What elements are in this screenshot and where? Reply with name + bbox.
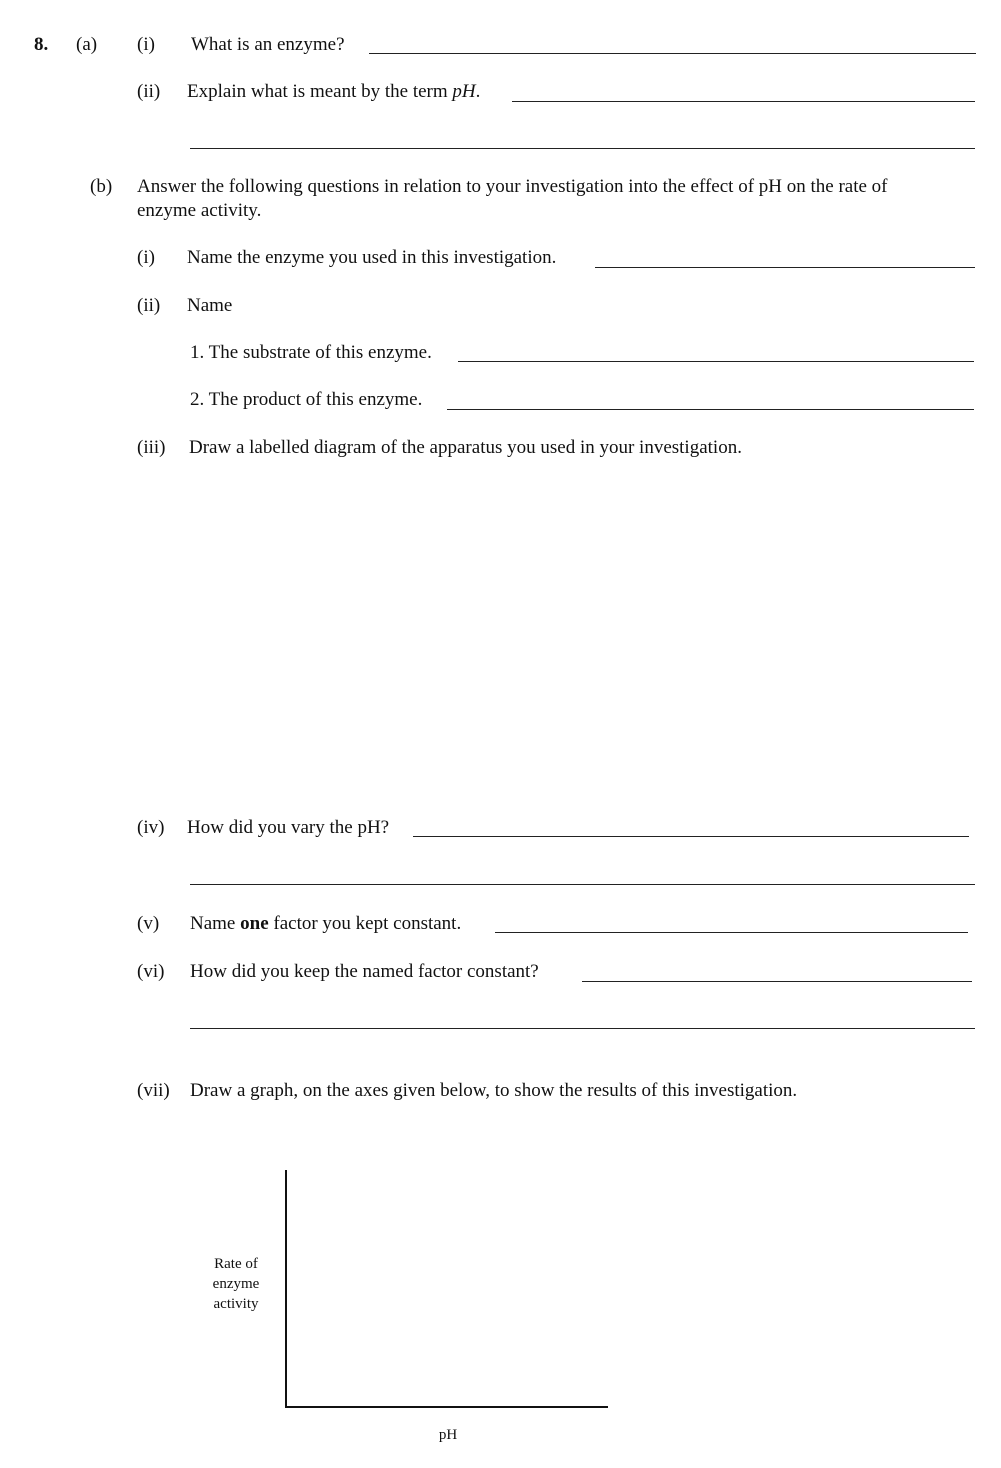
b-ii-sub-2: 2. The product of this enzyme. [190, 389, 423, 410]
graph-area[interactable] [286, 1170, 608, 1408]
b-v-text-after: factor you kept constant. [268, 913, 462, 934]
b-ii-sub-1-answer-line[interactable] [458, 361, 974, 362]
a-ii-text-italic: pH [452, 81, 476, 102]
y-axis-label-line-3: activity [213, 1296, 259, 1312]
a-i-answer-line[interactable] [369, 53, 976, 54]
a-i-label: (i) [137, 34, 155, 55]
a-ii-question [187, 80, 480, 104]
b-ii-label: (ii) [137, 295, 161, 316]
a-ii-text-before: Explain what is meant by the term [187, 81, 453, 102]
a-ii-label: (ii) [137, 81, 161, 102]
question-number: 8. [34, 34, 49, 55]
b-iv-answer-line-2[interactable] [190, 884, 975, 885]
b-v-label: (v) [137, 913, 160, 934]
b-intro-line-1: Answer the following questions in relation to your investigation into the effect of pH on the rate of [137, 176, 888, 197]
b-v-text-bold: one [240, 913, 269, 934]
b-v-text-before: Name [190, 913, 241, 934]
b-vi-label: (vi) [137, 961, 165, 982]
part-a-label: (a) [76, 34, 98, 55]
b-ii-sub-1: 1. The substrate of this enzyme. [190, 342, 432, 363]
b-vii-label: (vii) [137, 1080, 170, 1101]
y-axis-label-line-2: enzyme [212, 1276, 260, 1292]
a-ii-answer-line-1[interactable] [512, 101, 975, 102]
b-v-question [190, 912, 461, 936]
a-ii-answer-line-2[interactable] [190, 148, 975, 149]
b-iii-question: Draw a labelled diagram of the apparatus you used in your investigation. [189, 437, 742, 458]
a-ii-text-after: . [475, 81, 481, 102]
y-axis [285, 1170, 287, 1408]
part-b-label: (b) [90, 176, 113, 197]
b-iii-label: (iii) [137, 437, 166, 458]
b-vii-question: Draw a graph, on the axes given below, to show the results of this investigation. [190, 1080, 798, 1101]
y-axis-label [196, 1254, 276, 1314]
a-i-question: What is an enzyme? [191, 34, 345, 55]
b-i-label: (i) [137, 247, 155, 268]
b-vi-question: How did you keep the named factor constant? [190, 961, 539, 982]
b-iv-label: (iv) [137, 817, 165, 838]
diagram-drawing-area[interactable] [137, 470, 975, 800]
x-axis [285, 1406, 608, 1408]
b-iv-question: How did you vary the pH? [187, 817, 390, 838]
b-i-question: Name the enzyme you used in this investigation. [187, 247, 557, 268]
x-axis-label: pH [438, 1427, 458, 1443]
b-intro-line-2: enzyme activity. [137, 200, 262, 221]
b-v-answer-line[interactable] [495, 932, 968, 933]
b-ii-sub-2-answer-line[interactable] [447, 409, 974, 410]
y-axis-label-line-1: Rate of [214, 1256, 258, 1272]
b-vi-answer-line-1[interactable] [582, 981, 972, 982]
b-iv-answer-line-1[interactable] [413, 836, 969, 837]
b-i-answer-line[interactable] [595, 267, 975, 268]
b-ii-question: Name [187, 295, 233, 316]
b-vi-answer-line-2[interactable] [190, 1028, 975, 1029]
